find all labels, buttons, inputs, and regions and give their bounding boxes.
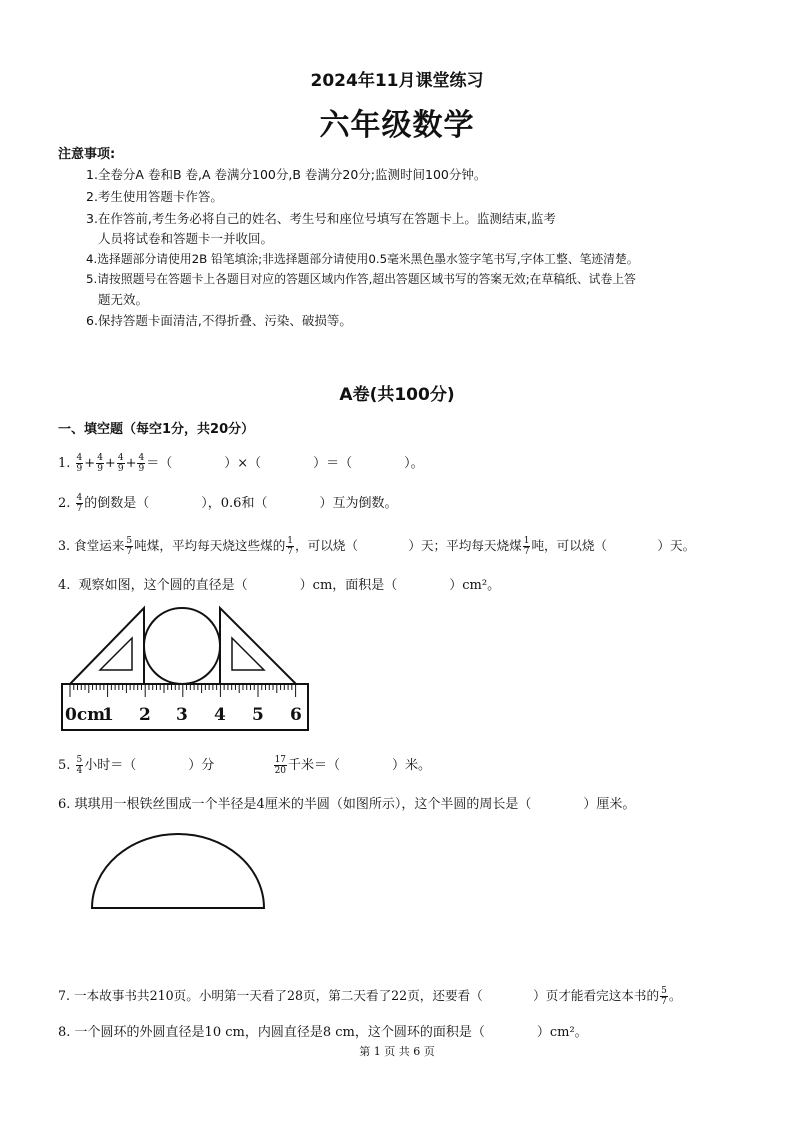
question-text: 吨煤，平均每天烧这些煤的 bbox=[134, 538, 286, 553]
question-text: 的倒数是（ ），0.6和（ ）互为倒数。 bbox=[84, 496, 398, 511]
fraction: $\frac{1}{7}$ bbox=[523, 536, 530, 557]
question-number: 3. bbox=[58, 538, 71, 553]
semicircle bbox=[92, 834, 264, 908]
section-a-title: A卷(共100分) bbox=[339, 385, 455, 405]
date-line: 2024年11月课堂练习 bbox=[310, 71, 484, 91]
question-7 bbox=[58, 985, 681, 1007]
set-square-right-hole bbox=[232, 638, 264, 670]
question-4 bbox=[58, 574, 500, 593]
circle bbox=[144, 608, 220, 684]
note-item: 6.保持答题卡面清洁,不得折叠、污染、破损等。 bbox=[86, 313, 352, 328]
question-text: 吨，可以烧（ ）天。 bbox=[531, 538, 696, 553]
ruler-label: 3 bbox=[176, 705, 188, 725]
question-3 bbox=[58, 535, 695, 557]
part-1-title: 一、填空题（每空1分，共20分） bbox=[58, 422, 255, 437]
question-text: 一个圆环的外圆直径是10 cm，内圆直径是8 cm，这个圆环的面积是（ ）cm²。 bbox=[74, 1025, 588, 1040]
question-text: ＝（ ）×（ ）＝（ ）。 bbox=[146, 456, 424, 471]
fraction: $\frac{4}{9}$ bbox=[76, 453, 83, 474]
question-number: 7. bbox=[58, 988, 71, 1003]
question-1: 1. $\frac{4}{9}$ + $\frac{4}{9}$ + $\frac{4}{9}$ + $\frac{4}{9}$ ＝（ ）×（ ）＝（ ）。 bbox=[58, 453, 424, 474]
set-square-left-hole bbox=[100, 638, 132, 670]
question-text: 食堂运来 bbox=[74, 538, 125, 553]
note-item: 4.选择题部分请使用2B 铅笔填涂;非选择题部分请使用0.5毫米黑色墨水签字笔书写,字体工整、笔迹清楚。 bbox=[86, 252, 639, 266]
question-6 bbox=[58, 793, 635, 812]
question-number: 1. bbox=[58, 456, 71, 471]
ruler-label: 6 bbox=[290, 705, 302, 725]
ruler-label: 2 bbox=[139, 705, 151, 725]
page-footer: 第 1 页 共 6 页 bbox=[359, 1045, 435, 1058]
question-text: 观察如图，这个圆的直径是（ ）cm，面积是（ ）cm²。 bbox=[78, 578, 501, 593]
fraction: $\frac{17}{20}$ bbox=[274, 755, 287, 776]
fraction: $\frac{1}{7}$ bbox=[287, 536, 294, 557]
question-text: 小时＝（ ）分 bbox=[84, 758, 215, 773]
ruler-ticks bbox=[70, 685, 296, 697]
question-text: 一本故事书共210页。小明第一天看了28页，第二天看了22页，还要看（ ）页才能看完这本书的 bbox=[74, 988, 660, 1003]
note-item: 3.在作答前,考生务必将自己的姓名、考生号和座位号填写在答题卡上。监测结束,监考 bbox=[86, 211, 556, 226]
note-item: 1.全卷分A 卷和B 卷,A 卷满分100分,B 卷满分20分;监测时间100分钟。 bbox=[86, 167, 487, 182]
ruler-label: 1 bbox=[102, 705, 114, 725]
page-title: 六年级数学 bbox=[319, 108, 475, 143]
question-5 bbox=[58, 754, 431, 776]
question-8 bbox=[58, 1021, 588, 1040]
semicircle-figure bbox=[88, 830, 268, 912]
ruler-label: 0cm bbox=[65, 705, 106, 725]
fraction: $\frac{5}{7}$ bbox=[661, 986, 667, 1007]
fraction: $\frac{4}{7}$ bbox=[76, 493, 83, 514]
question-text: 千米＝（ ）米。 bbox=[288, 758, 432, 773]
note-item: 人员将试卷和答题卡一并收回。 bbox=[98, 231, 274, 246]
circle-ruler-figure bbox=[56, 604, 316, 734]
note-item: 2.考生使用答题卡作答。 bbox=[86, 189, 223, 204]
ruler-label: 4 bbox=[214, 705, 226, 725]
set-square-left bbox=[70, 608, 144, 684]
question-text: 琪琪用一根铁丝围成一个半径是4厘米的半圆（如图所示），这个半圆的周长是（ ）厘米。 bbox=[74, 797, 636, 812]
fraction: $\frac{4}{9}$ bbox=[138, 453, 145, 474]
fraction: $\frac{5}{7}$ bbox=[126, 536, 133, 557]
ruler-label: 5 bbox=[252, 705, 264, 725]
question-text: 。 bbox=[668, 988, 682, 1003]
question-number: 4. bbox=[58, 578, 71, 593]
question-number: 2. bbox=[58, 496, 71, 511]
fraction: $\frac{4}{9}$ bbox=[97, 453, 103, 474]
fraction: $\frac{4}{9}$ bbox=[117, 453, 124, 474]
question-number: 8. bbox=[58, 1025, 71, 1040]
question-2 bbox=[58, 492, 397, 514]
note-item: 5.请按照题号在答题卡上各题目对应的答题区域内作答,超出答题区域书写的答案无效;在草稿纸、试卷上答 bbox=[86, 272, 636, 286]
notes-heading: 注意事项: bbox=[58, 147, 116, 162]
question-number: 5. bbox=[58, 758, 71, 773]
fraction: $\frac{5}{4}$ bbox=[76, 755, 83, 776]
question-text: ，可以烧（ ）天；平均每天烧煤 bbox=[295, 538, 522, 553]
note-item: 题无效。 bbox=[98, 292, 149, 307]
question-number: 6. bbox=[58, 797, 71, 812]
